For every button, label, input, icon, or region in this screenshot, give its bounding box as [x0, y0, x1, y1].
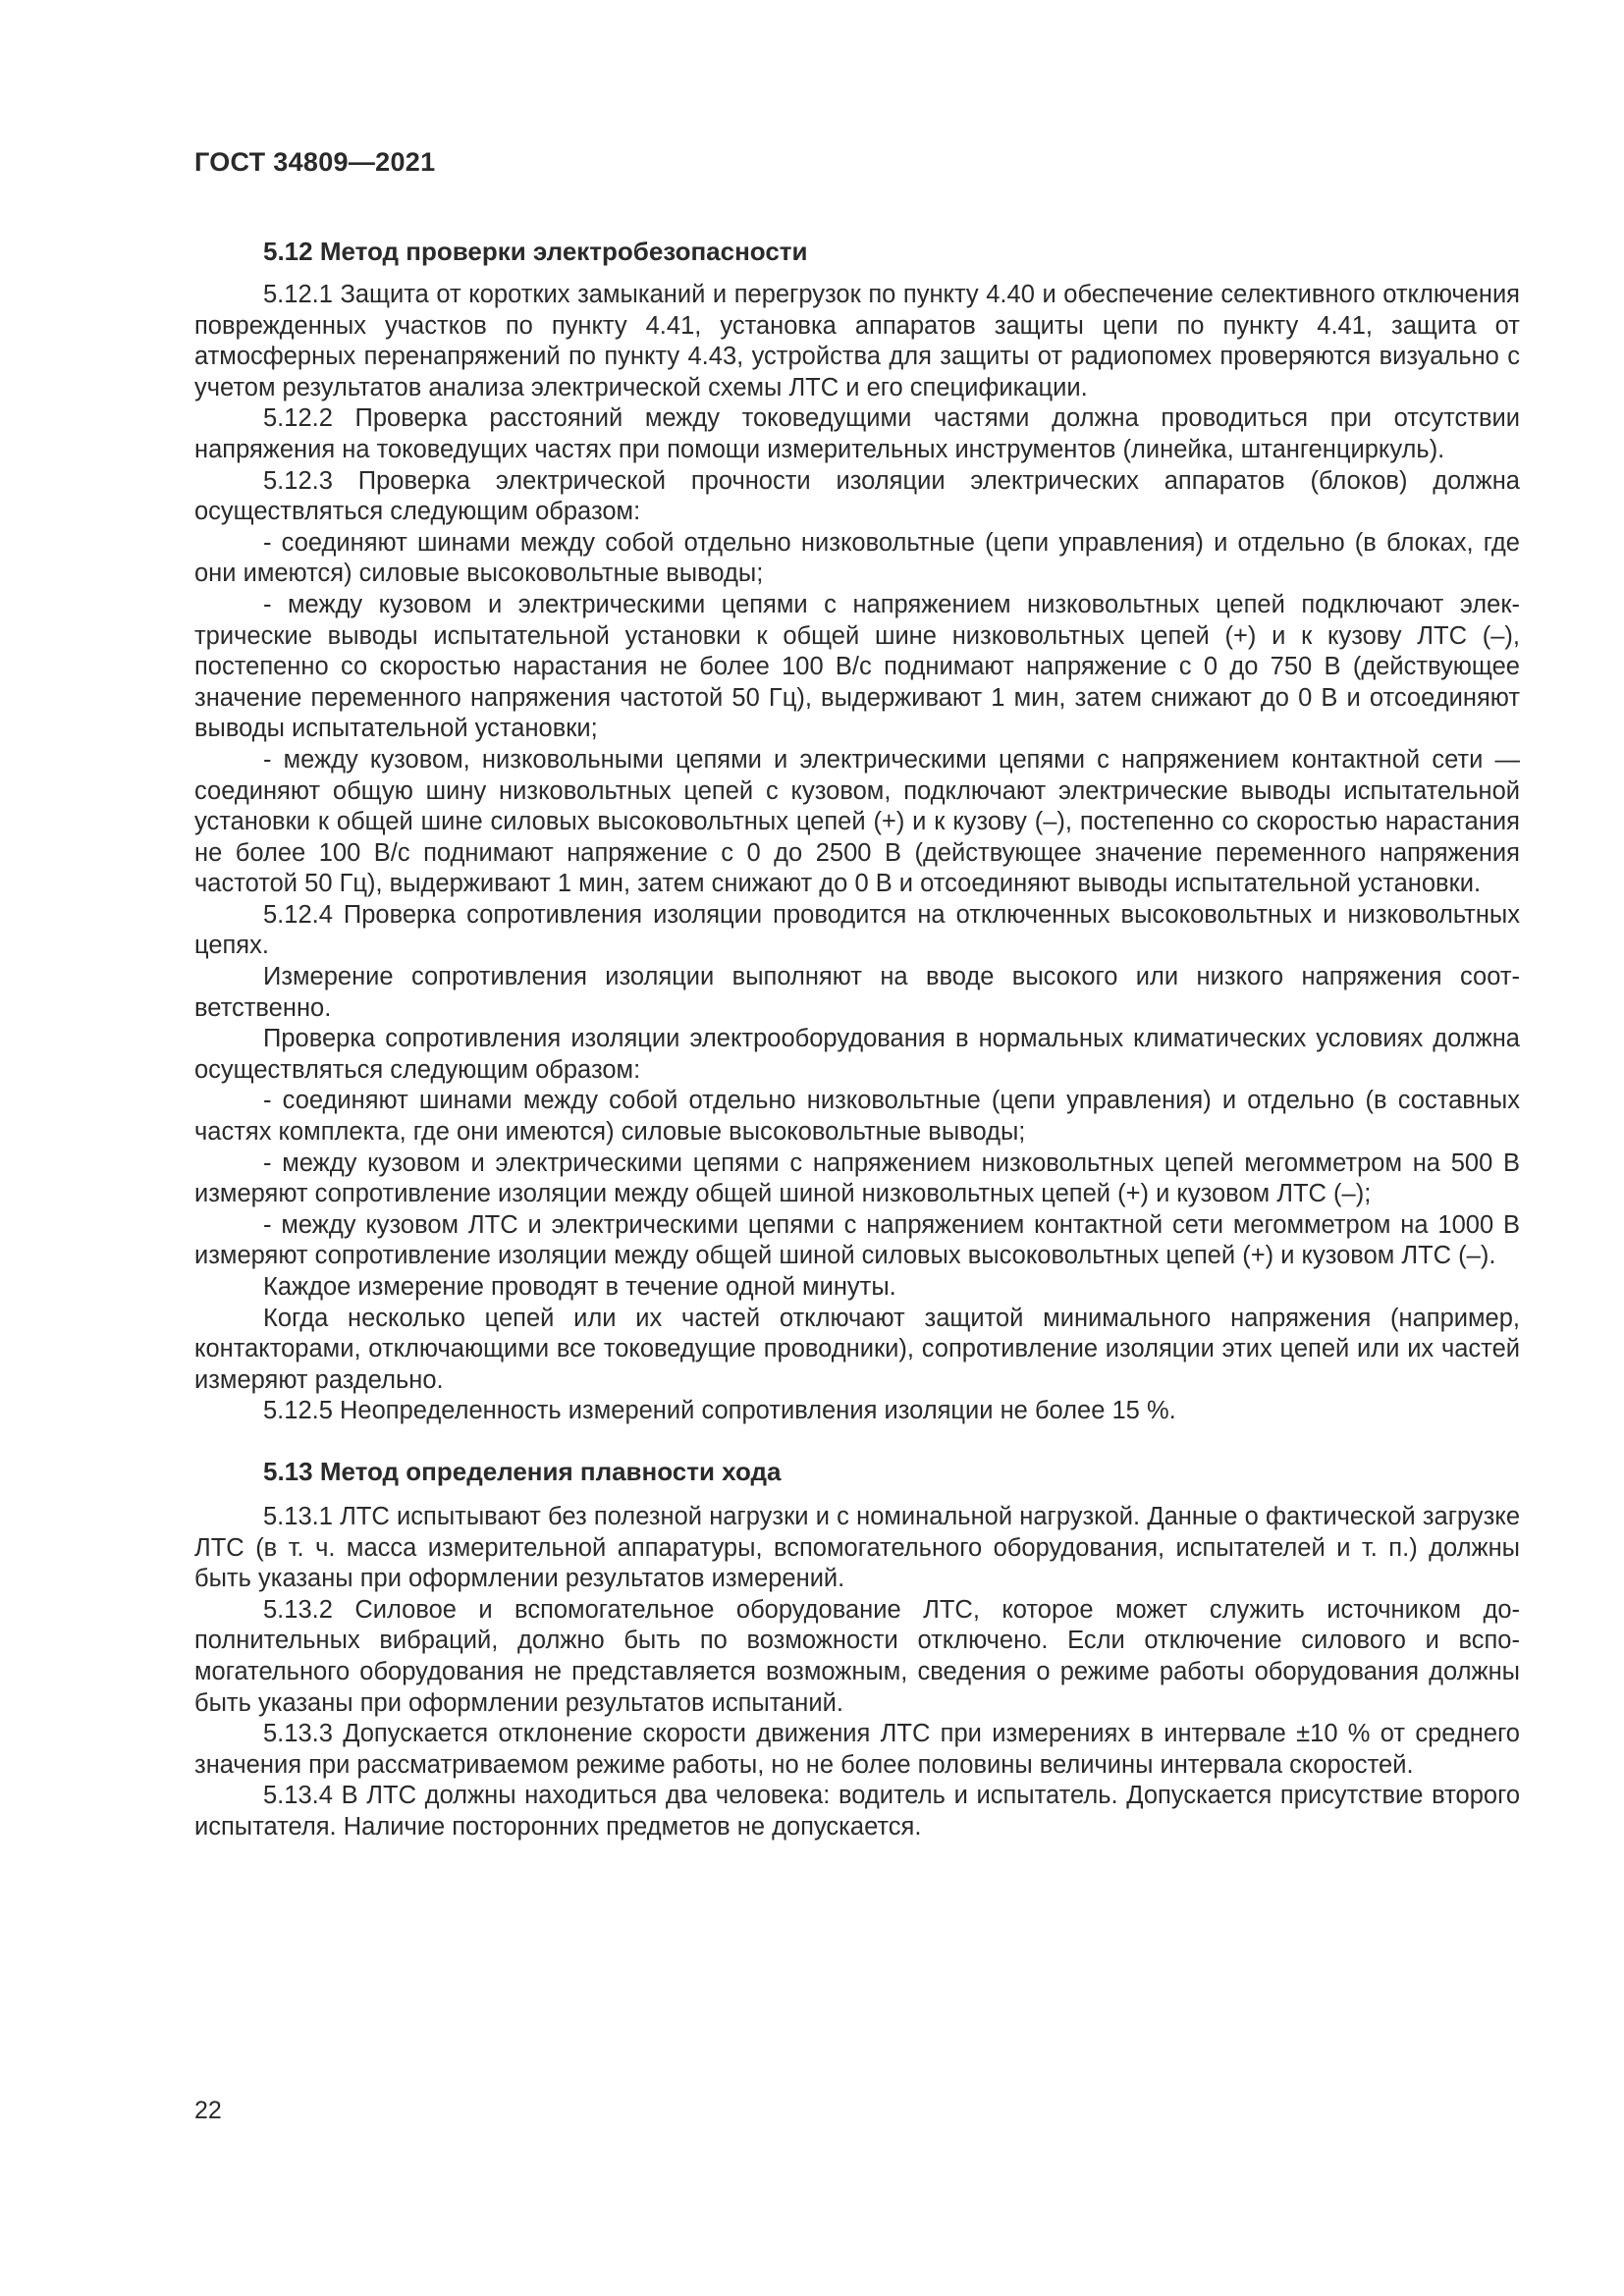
paragraph-5-13-1: 5.13.1 ЛТС испытывают без полезной нагрузки и с номинальной нагрузкой. Данные о фактической загрузке ЛТС (в т. ч. масса измерительной аппаратуры, вспомогательного оборудования, испытателей и т. п.) должны быть указаны при оформлении результатов измерений.: [194, 1502, 1520, 1593]
paragraph: Проверка сопротивления изоляции электрооборудования в нормальных климатических условиях должна осуществляться следующим образом:: [194, 1025, 1520, 1084]
paragraph-5-13-2: 5.13.2 Силовое и вспомогательное оборудование ЛТС, которое может служить источником дополнительных вибраций, должно быть по возможности отключено. Если отключение силового и вспомогательного оборудования не представляется возможным, сведения о режиме работы оборудования должны быть указаны при оформлении результатов испытаний.: [194, 1595, 1520, 1717]
paragraph-5-13-4: 5.13.4 В ЛТС должны находиться два человека: водитель и испытатель. Допускается присутствие второго испытателя. Наличие посторонних предметов не допускается.: [194, 1782, 1520, 1841]
paragraph: Когда несколько цепей или их частей отключают защитой минимального напряжения (например, контакторами, отключающими все токоведущие проводники), сопротивление изоляции этих цепей или их частей измеряют раздельно.: [194, 1304, 1520, 1394]
document-page: [194, 147, 1520, 1843]
paragraph-5-12-4: 5.12.4 Проверка сопротивления изоляции проводится на отключенных высоковольтных и низковольтных цепях.: [194, 900, 1520, 960]
paragraph-5-12-3: 5.12.3 Проверка электрической прочности изоляции электрических аппаратов (блоков) должна осуществляться следующим образом:: [194, 466, 1520, 526]
section-5-12: [194, 235, 1520, 1427]
section-title: 5.12 Метод проверки электробезопасности: [263, 237, 808, 266]
paragraph: Каждое измерение проводят в течение одной минуты.: [263, 1273, 896, 1301]
paragraph: Измерение сопротивления изоляции выполняют на вводе высокого или низкого напряжения соответственно.: [194, 963, 1520, 1022]
page-number: 22: [194, 2097, 222, 2124]
list-item: - соединяют шинами между собой отдельно низковольтные (цепи управления) и отдельно (в блоках, где они имеются) силовые высоковольтные выводы;: [194, 528, 1520, 588]
paragraph-5-12-5: 5.12.5 Неопределенность измерений сопротивления изоляции не более 15 %.: [263, 1397, 1176, 1425]
list-item: - между кузовом ЛТС и электрическими цепями с напряжением контактной сети мегомметром на 1000 В измеряют сопротивление изоляции между общей шиной силовых высоковольтных цепей (+) и кузовом ЛТС (–).: [194, 1210, 1520, 1270]
list-item: - соединяют шинами между собой отдельно низковольтные (цепи управления) и отдельно (в составных частях комплекта, где они имеются) силовые высоковольтные выводы;: [194, 1087, 1520, 1147]
list-item: - между кузовом, низковольными цепями и электрическими цепями с напряжением контактной сети — соединяют общую шину низковольтных цепей с кузовом, подключают электрические выводы испытательной установки к общей шине силовых высоковольтных цепей (+) и к кузову (–), постепенно со скоростью нарастания не более 100 В/с поднимают напряжение с 0 до 2500 В (действующее значение переменного напряжения частотой 50 Гц), выдерживают 1 мин, затем снижают до 0 В и отсоединяют выводы испытательной установки.: [194, 745, 1520, 898]
paragraph-5-12-1: 5.12.1 Защита от коротких замыканий и перегрузок по пункту 4.40 и обеспечение селективного отключения поврежденных участков по пункту 4.41, установка аппаратов защиты цепи по пункту 4.41, защита от атмосферных перенапряжений по пункту 4.43, устройства для защиты от радиопомех проверяются визуально с учетом результатов анализа электрической схемы ЛТС и его спецификации.: [194, 281, 1520, 401]
list-item: - между кузовом и электрическими цепями с напряжением низковольтных цепей подключают электрические выводы испытательной установки к общей шине низковольтных цепей (+) и к кузову ЛТС (–), постепенно со скоростью нарастания не более 100 В/с поднимают напряжение с 0 до 750 В (действующее значение переменного напряжения частотой 50 Гц), выдерживают 1 мин, затем снижают до 0 В и отсоединяют выводы испытательной установки;: [194, 590, 1520, 743]
section-title: 5.13 Метод определения плавности хода: [263, 1456, 782, 1486]
document-header: ГОСТ 34809—2021: [194, 147, 436, 177]
paragraph-5-12-2: 5.12.2 Проверка расстояний между токоведущими частями должна проводиться при отсутствии напряжения на токоведущих частях при помощи измерительных инструментов (линейка, штангенциркуль).: [194, 404, 1520, 463]
list-item: - между кузовом и электрическими цепями с напряжением низковольтных цепей мегомметром на 500 В измеряют сопротивление изоляции между общей шиной низковольтных цепей (+) и кузовом ЛТС (–);: [194, 1148, 1520, 1208]
section-5-13: [194, 1455, 1520, 1843]
paragraph-5-13-3: 5.13.3 Допускается отклонение скорости движения ЛТС при измерениях в интервале ±10 % от среднего значения при рассматриваемом режиме работы, но не более половины величины интервала скоростей.: [194, 1720, 1520, 1779]
